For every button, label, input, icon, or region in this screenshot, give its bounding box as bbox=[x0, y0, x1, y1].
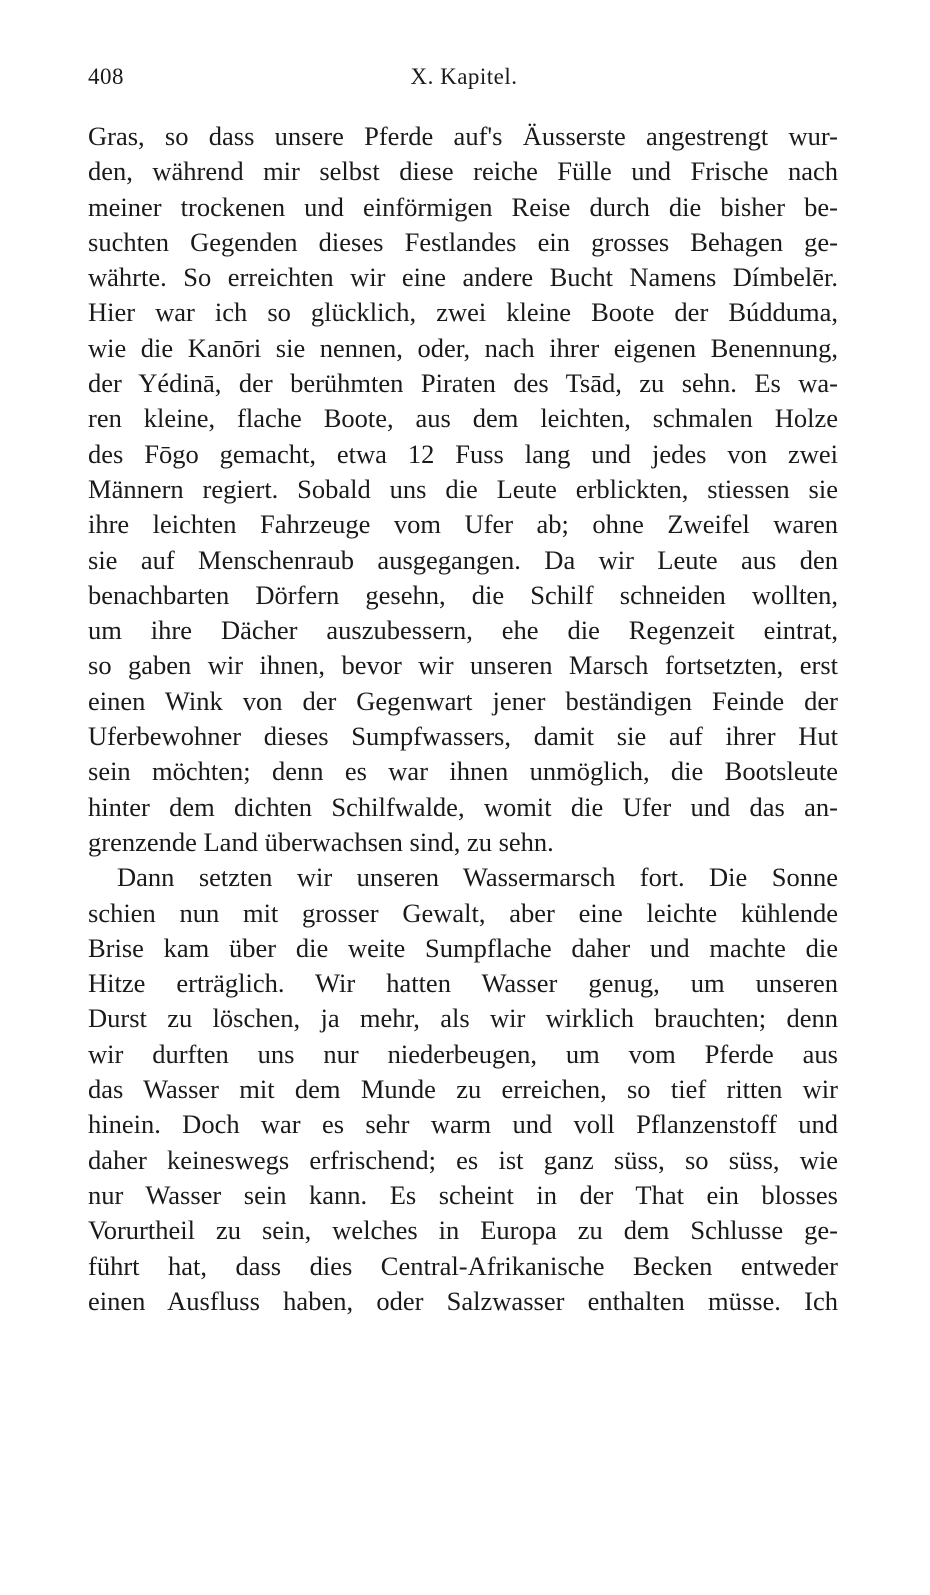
text-line: der Yédinā, der berühmten Piraten des Tsād, zu sehn. Es wa- bbox=[88, 368, 838, 399]
text-line: Uferbewohner dieses Sumpfwassers, damit sie auf ihrer Hut bbox=[88, 721, 838, 752]
text-line: Männern regiert. Sobald uns die Leute erblickten, stiessen sie bbox=[88, 473, 838, 504]
text-line: Gras, so dass unsere Pferde auf's Äusserste angestrengt wur- bbox=[88, 121, 838, 151]
text-line: benachbarten Dörfern gesehn, die Schilf schneiden wollten, bbox=[88, 579, 838, 610]
text-line: einen Wink von der Gegenwart jener beständigen Feinde der bbox=[88, 685, 838, 716]
text-line: Vorurtheil zu sein, welches in Europa zu dem Schlusse ge- bbox=[88, 1215, 838, 1246]
text-line: so gaben wir ihnen, bevor wir unseren Marsch fortsetzten, erst bbox=[88, 650, 838, 681]
text-line: Dann setzten wir unseren Wassermarsch fort. Die Sonne bbox=[117, 862, 838, 893]
text-line: ihre leichten Fahrzeuge vom Ufer ab; ohne Zweifel waren bbox=[88, 509, 838, 540]
text-line: wir durften uns nur niederbeugen, um vom Pferde aus bbox=[88, 1038, 838, 1069]
text-line: nur Wasser sein kann. Es scheint in der That ein blosses bbox=[88, 1179, 838, 1210]
paragraph bbox=[88, 119, 838, 860]
page-number: 408 bbox=[88, 64, 124, 89]
text-line: hinter dem dichten Schilfwalde, womit die Ufer und das an- bbox=[88, 791, 838, 822]
text-line: Brise kam über die weite Sumpflache daher und machte die bbox=[88, 932, 838, 963]
text-line: schien nun mit grosser Gewalt, aber eine leichte kühlende bbox=[88, 897, 838, 928]
text-line: währte. So erreichten wir eine andere Bucht Namens Dímbelēr. bbox=[88, 262, 838, 293]
text-line: führt hat, dass dies Central-Afrikanische Becken entweder bbox=[88, 1250, 838, 1281]
chapter-title: X. Kapitel. bbox=[410, 64, 518, 89]
text-line: Hitze erträglich. Wir hatten Wasser genug, um unseren bbox=[88, 968, 838, 999]
text-line: Durst zu löschen, ja mehr, als wir wirklich brauchten; denn bbox=[88, 1003, 838, 1034]
text-line: des Fōgo gemacht, etwa 12 Fuss lang und jedes von zwei bbox=[88, 438, 838, 469]
text-line: Hier war ich so glücklich, zwei kleine Boote der Búdduma, bbox=[88, 297, 838, 328]
text-line: grenzende Land überwachsen sind, zu sehn. bbox=[88, 826, 554, 857]
text-line: um ihre Dächer auszubessern, ehe die Regenzeit eintrat, bbox=[88, 615, 838, 646]
text-line: sein möchten; denn es war ihnen unmöglich, die Bootsleute bbox=[88, 756, 838, 787]
text-line: suchten Gegenden dieses Festlandes ein grosses Behagen ge- bbox=[88, 226, 838, 257]
text-line: den, während mir selbst diese reiche Fülle und Frische nach bbox=[88, 156, 838, 187]
body-text bbox=[88, 119, 838, 1319]
text-line: meiner trockenen und einförmigen Reise durch die bisher be- bbox=[88, 191, 838, 222]
paragraph bbox=[88, 860, 838, 1319]
text-line: sie auf Menschenraub ausgegangen. Da wir Leute aus den bbox=[88, 544, 838, 575]
text-line: daher keineswegs erfrischend; es ist ganz süss, so süss, wie bbox=[88, 1144, 838, 1175]
running-head bbox=[88, 64, 840, 96]
text-line: ren kleine, flache Boote, aus dem leichten, schmalen Holze bbox=[88, 403, 838, 434]
text-line: hinein. Doch war es sehr warm und voll Pflanzenstoff und bbox=[88, 1109, 838, 1140]
text-line: wie die Kanōri sie nennen, oder, nach ihrer eigenen Benennung, bbox=[88, 332, 838, 363]
text-line: einen Ausfluss haben, oder Salzwasser enthalten müsse. Ich bbox=[88, 1285, 838, 1316]
text-line: das Wasser mit dem Munde zu erreichen, so tief ritten wir bbox=[88, 1074, 838, 1105]
